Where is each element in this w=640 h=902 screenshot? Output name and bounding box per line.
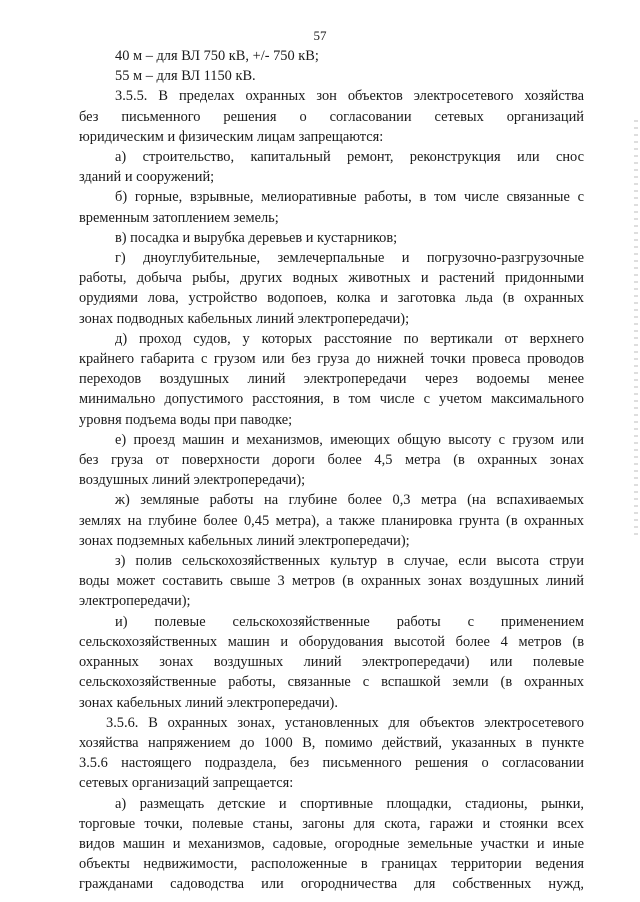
text-line: 3.5.6. В охранных зонах, установленных для объектов электросетевого — [106, 714, 584, 731]
text-line: и) полевые сельскохозяйственные работы с применением — [115, 613, 584, 630]
document-body — [79, 46, 584, 895]
text-line: г) дноуглубительные, землечерпальные и погрузочно-разгрузочные — [115, 250, 584, 267]
text-line: 55 м – для ВЛ 1150 кВ. — [115, 68, 256, 85]
text-line: ж) земляные работы на глубине более 0,3 метра (на вспахиваемых — [115, 492, 584, 509]
text-line: 3.5.6 настоящего подраздела, без письменного решения о согласовании — [79, 755, 584, 772]
text-line: воздушных линий электропередачи); — [79, 472, 306, 489]
text-line: охранных зонах воздушных линий электропередачи) или полевые — [79, 654, 584, 671]
text-line: е) проезд машин и механизмов, имеющих общую высоту с грузом или — [115, 431, 584, 448]
text-line: воды может составить свыше 3 метров (в охранных зонах воздушных линий — [79, 573, 584, 590]
text-line: работы, добыча рыбы, других водных животных и растений придонными — [79, 270, 584, 287]
text-line: сельскохозяйственные работы, связанные с вспашкой земли (в охранных — [79, 674, 584, 691]
scan-edge-marks — [634, 120, 638, 540]
text-line: временным затоплением земель; — [79, 209, 279, 226]
text-line: электропередачи); — [79, 593, 191, 610]
text-line: а) размещать детские и спортивные площадки, стадионы, рынки, — [115, 795, 584, 812]
text-line: зонах кабельных линий электропередачи). — [79, 694, 338, 711]
text-line: зонах подземных кабельных линий электропередачи); — [79, 532, 410, 549]
text-line: уровня подъема воды при паводке; — [79, 411, 293, 428]
text-line: в) посадка и вырубка деревьев и кустарников; — [115, 229, 398, 246]
text-line: зданий и сооружений; — [79, 169, 215, 186]
text-line: видов машин и механизмов, садовые, огородные земельные участки и иные — [79, 835, 584, 852]
text-line: д) проход судов, у которых расстояние по вертикали от верхнего — [115, 330, 584, 347]
text-line: торговые точки, полевые станы, загоны для скота, гаражи и стоянки всех — [79, 815, 584, 832]
text-line: минимально допустимого расстояния, в том числе с учетом максимального — [79, 391, 584, 408]
text-line: 3.5.5. В пределах охранных зон объектов электросетевого хозяйства — [115, 88, 584, 105]
text-line: з) полив сельскохозяйственных культур в случае, если высота струи — [115, 553, 584, 570]
text-line: без письменного решения о согласовании сетевых организаций — [79, 108, 584, 125]
text-line: объекты недвижимости, расположенные в границах территории ведения — [79, 856, 584, 873]
text-line: переходов воздушных линий электропередачи через водоемы менее — [79, 371, 584, 388]
text-line: хозяйства напряжением до 1000 В, помимо действий, указанных в пункте — [79, 734, 584, 751]
page-number: 57 — [313, 28, 327, 43]
text-line: землях на глубине более 0,45 метра), а также планировка грунта (в охранных — [79, 512, 584, 529]
text-line: 40 м – для ВЛ 750 кВ, +/- 750 кВ; — [115, 48, 319, 64]
text-line: б) горные, взрывные, мелиоративные работы, в том числе связанные с — [115, 189, 584, 206]
text-line: сетевых организаций запрещается: — [79, 775, 294, 792]
text-line: гражданами садоводства или огородничества для собственных нужд, — [79, 876, 584, 893]
text-line: юридическим и физическим лицам запрещаются: — [79, 128, 384, 145]
text-line: зонах подводных кабельных линий электропередачи); — [79, 310, 410, 327]
text-line: крайнего габарита с грузом или без груза до нижней точки провеса проводов — [79, 351, 584, 368]
text-line: а) строительство, капитальный ремонт, реконструкция или снос — [115, 149, 584, 166]
text-line: орудиями лова, устройство водопоев, колка и заготовка льда (в охранных — [79, 290, 584, 307]
text-line: без груза от поверхности дороги более 4,5 метра (в охранных зонах — [79, 452, 584, 469]
text-line: сельскохозяйственных машин и оборудования высотой более 4 метров (в — [79, 633, 584, 650]
